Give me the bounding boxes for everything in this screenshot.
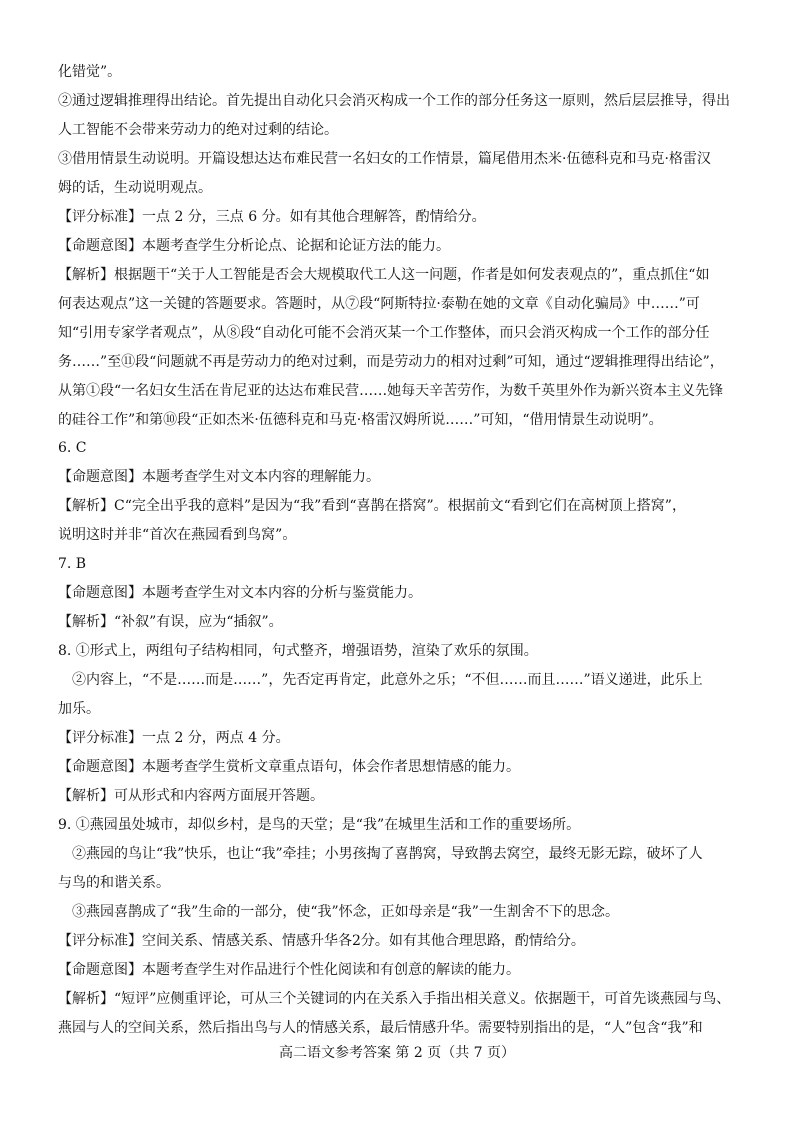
text-line: 燕园与人的空间关系，然后指出鸟与人的情感关系，最后情感升华。需要特别指出的是，“人”包含“我”和 xyxy=(58,1020,703,1036)
text-line: ②通过逻辑推理得出结论。首先提出自动化只会消灭构成一个工作的部分任务这一原则，然后层层推导，得出 xyxy=(58,93,730,109)
text-line: ②燕园的鸟让“我”快乐，也让“我”牵挂；小男孩掏了喜鹊窝，导致鹊去窝空，最终无影无踪，破坏了人 xyxy=(72,846,703,862)
text-line: 【评分标准】一点 2 分，三点 6 分。如有其他合理解答，酌情给分。 xyxy=(58,209,486,225)
text-line: 从第①段“一名妇女生活在肯尼亚的达达布难民营……她每天辛苦劳作，为数千英里外作为新兴资本主义先锋 xyxy=(58,383,724,399)
text-line: 【评分标准】空间关系、情感关系、情感升华各2分。如有其他合理思路，酌情给分。 xyxy=(58,933,585,949)
text-line: 说明这时并非“首次在燕园看到鸟窝”。 xyxy=(58,527,297,543)
text-line: 9. ①燕园虽处城市，却似乡村，是鸟的天堂；是“我”在城里生活和工作的重要场所。 xyxy=(58,817,581,833)
text-line: 【命题意图】本题考查学生赏析文章重点语句，体会作者思想情感的能力。 xyxy=(58,759,520,775)
text-line: ③燕园喜鹊成了“我”生命的一部分，使“我”怀念，正如母亲是“我”一生割舍不下的思念。 xyxy=(72,904,619,920)
text-line: 【命题意图】本题考查学生对作品进行个性化阅读和有创意的解读的能力。 xyxy=(58,962,520,978)
text-line: 姆的话，生动说明观点。 xyxy=(58,180,212,196)
text-line: 化错觉”。 xyxy=(58,64,122,80)
text-line: ③借用情景生动说明。开篇设想达达布难民营一名妇女的工作情景，篇尾借用杰米·伍德科克和马克·格雷汉 xyxy=(58,151,711,167)
text-line: 【解析】“补叙”有误，应为“插叙”。 xyxy=(58,614,283,630)
text-line: 与鸟的和谐关系。 xyxy=(58,875,170,891)
text-line: 【解析】“短评”应侧重评论，可从三个关键词的内在关系入手指出相关意义。依据题干，可首先谈燕园与鸟、 xyxy=(58,991,731,1007)
question-number: 7. B xyxy=(58,556,87,572)
text-line: 【解析】C“完全出乎我的意料”是因为“我”看到“喜鹊在搭窝”。根据前文“看到它们在高树顶上搭窝”， xyxy=(58,498,686,514)
text-line: 加乐。 xyxy=(58,701,100,717)
text-line: 的硅谷工作”和第⑩段“正如杰米·伍德科克和马克·格雷汉姆所说……”可知，“借用情景生动说明”。 xyxy=(58,412,663,428)
text-line: 【命题意图】本题考查学生对文本内容的分析与鉴赏能力。 xyxy=(58,585,422,601)
page-footer: 高二语文参考答案 第 2 页（共 7 页） xyxy=(278,1045,516,1061)
text-line: 务……”至⑪段“问题就不再是劳动力的绝对过剩，而是劳动力的相对过剩”可知，通过“逻辑推理得出结论”， xyxy=(58,354,724,370)
text-line: 【评分标准】一点 2 分，两点 4 分。 xyxy=(58,730,290,746)
text-line: 【命题意图】本题考查学生分析论点、论据和论证方法的能力。 xyxy=(58,238,450,254)
text-line: 【解析】根据题干“关于人工智能是否会大规模取代工人这一问题，作者是如何发表观点的”，重点抓住“如 xyxy=(58,267,710,283)
text-line: 【解析】可从形式和内容两方面展开答题。 xyxy=(58,788,324,804)
text-line: 【命题意图】本题考查学生对文本内容的理解能力。 xyxy=(58,469,380,485)
question-number: 6. C xyxy=(58,440,87,456)
text-line: 知“引用专家学者观点”，从⑧段“自动化可能不会消灭某一个工作整体，而只会消灭构成一个工作的部分任 xyxy=(58,325,710,341)
text-line: ②内容上，“不是……而是……”，先否定再肯定，此意外之乐；“不但……而且……”语义递进，此乐上 xyxy=(72,672,703,688)
text-line: 人工智能不会带来劳动力的绝对过剩的结论。 xyxy=(58,122,338,138)
text-line: 何表达观点”这一关键的答题要求。答题时，从⑦段“阿斯特拉·泰勒在她的文章《自动化骗局》中……”可 xyxy=(58,296,700,312)
text-line: 8. ①形式上，两组句子结构相同，句式整齐，增强语势，渲染了欢乐的氛围。 xyxy=(58,643,538,659)
